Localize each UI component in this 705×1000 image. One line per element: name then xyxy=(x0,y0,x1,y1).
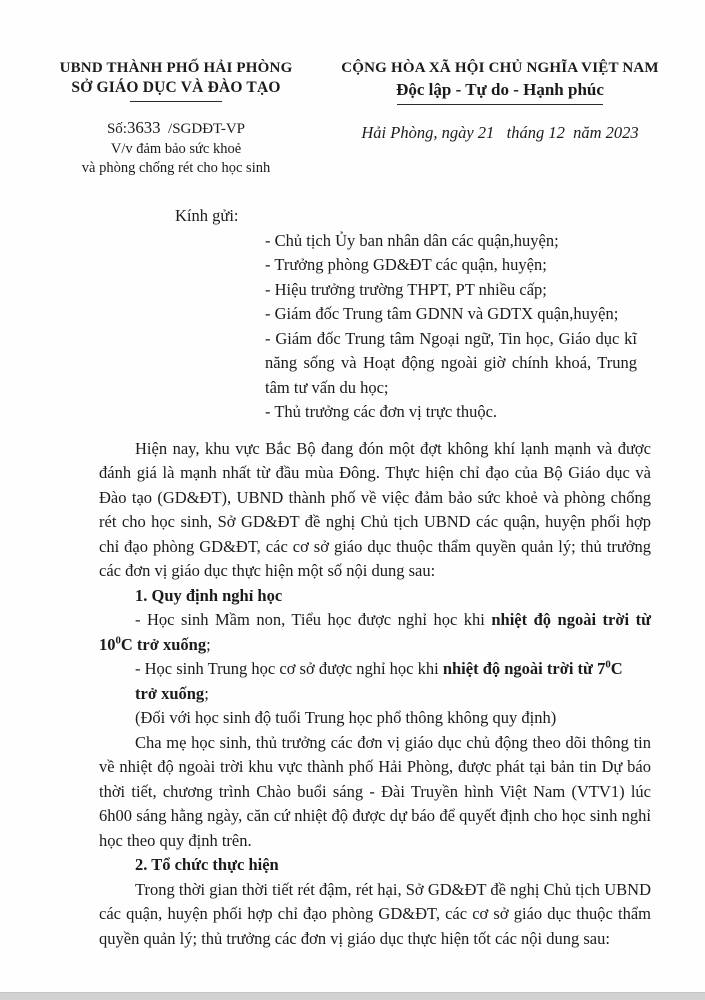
text-segment: ; xyxy=(204,683,209,703)
text-segment: 2. Tổ chức thực hiện xyxy=(135,855,279,874)
document-subject-line1: V/v đảm bảo sức khoẻ xyxy=(110,141,242,157)
scan-edge-bar xyxy=(0,992,705,1000)
text-segment: - Học sinh Mầm non, Tiểu học được nghỉ học khi xyxy=(135,610,492,629)
recipient-line: - Chủ tịch Ủy ban nhân dân các quận,huyện; xyxy=(265,230,559,250)
text-segment: Hải Phòng, ngày 21 tháng 12 năm 2023 xyxy=(361,123,639,142)
salutation: Kính gửi: xyxy=(175,206,239,225)
header-national-motto xyxy=(332,60,668,143)
recipient-line: - Giám đốc Trung tâm Ngoại ngữ, Tin học, Giáo dục kĩ năng sống và Hoạt động ngoài giờ chính khoá, Trung tâm tư vấn du học; xyxy=(265,328,637,397)
body-paragraph xyxy=(99,437,651,584)
header-right-rule xyxy=(397,104,603,105)
text-segment: /SGDĐT-VP xyxy=(160,121,246,137)
place-and-date xyxy=(332,123,668,143)
section-heading xyxy=(99,584,651,609)
body-paragraphs xyxy=(99,437,651,952)
text-segment: nhiệt độ ngoài trời từ 10 xyxy=(99,610,651,654)
body-paragraph xyxy=(99,657,651,682)
header-issuing-authority xyxy=(42,60,310,178)
document-number xyxy=(42,118,310,138)
text-segment: 0 xyxy=(605,658,611,671)
document-subject-line2: và phòng chống rét cho học sinh xyxy=(81,160,271,176)
section-heading xyxy=(99,853,651,878)
text-segment: 3633 xyxy=(126,118,161,137)
text-segment: Cha mẹ học sinh, thủ trưởng các đơn vị giáo dục chủ động theo dõi thông tin về nhiệt độ ngoài trời khu vực thành phố Hải Phòng, được phát tại bản tin Dự báo thời tiết, chương trình Chào buổi sáng - Đài Truyền hình Việt Nam (VTV1) lúc 6h00 sáng hằng ngày, căn cứ nhiệt độ được dự báo để quyết định cho học sinh nghỉ học theo quy định trên. xyxy=(99,732,651,850)
text-segment: Trong thời gian thời tiết rét đậm, rét hại, Sở GD&ĐT đề nghị Chủ tịch UBND các quận, huyện phối hợp chỉ đạo phòng GD&ĐT, các cơ sở giáo dục thuộc thẩm quyền quản lý; thủ trưởng các đơn vị giáo dục thực hiện tốt các nội dung sau: xyxy=(99,879,651,948)
recipients-list xyxy=(265,229,637,425)
text-segment: trở xuống xyxy=(135,683,205,703)
body-paragraph xyxy=(99,682,651,707)
text-segment: C xyxy=(610,659,623,678)
body-paragraph xyxy=(99,731,651,854)
body-paragraph xyxy=(99,706,651,731)
text-segment: (Đối với học sinh độ tuổi Trung học phổ thông không quy định) xyxy=(135,708,557,727)
text-segment: 0 xyxy=(115,634,121,646)
text-segment: C trở xuống xyxy=(120,634,207,654)
issuing-authority-name: SỞ GIÁO DỤC VÀ ĐÀO TẠO xyxy=(71,79,281,96)
text-segment: nhiệt độ ngoài trời từ 7 xyxy=(442,659,606,678)
text-segment: 1. Quy định nghỉ học xyxy=(135,585,283,605)
recipient-line: - Giám đốc Trung tâm GDNN và GDTX quận,huyện; xyxy=(265,304,619,323)
recipient-line: - Trưởng phòng GD&ĐT các quận, huyện; xyxy=(265,255,547,274)
text-segment: Hiện nay, khu vực Bắc Bộ đang đón một đợt không khí lạnh mạnh và được đánh giá là mạnh nhất từ đầu mùa Đông. Thực hiện chỉ đạo của Bộ Giáo dục và Đào tạo (GD&ĐT), UBND thành phố về việc đảm bảo sức khoẻ và phòng chống rét cho học sinh, Sở GD&ĐT đề nghị Chủ tịch UBND các quận, huyện phối hợp chỉ đạo phòng GD&ĐT, các cơ sở giáo dục thuộc thẩm quyền quản lý; thủ trưởng các đơn vị giáo dục thực hiện một số nội dung sau: xyxy=(99,438,651,580)
text-segment: ; xyxy=(206,634,211,654)
national-title: CỘNG HÒA XÃ HỘI CHỦ NGHĨA VIỆT NAM xyxy=(341,60,659,76)
body-paragraph xyxy=(99,608,651,657)
body-paragraph xyxy=(99,878,651,952)
national-motto: Độc lập - Tự do - Hạnh phúc xyxy=(396,80,604,99)
header-left-rule xyxy=(130,101,222,102)
recipient-line: - Hiệu trưởng trường THPT, PT nhiều cấp; xyxy=(265,279,547,299)
document-content xyxy=(99,204,651,951)
document-subject xyxy=(42,140,310,178)
recipient-line: - Thủ trưởng các đơn vị trực thuộc. xyxy=(265,402,498,421)
text-segment: - Học sinh Trung học cơ sở được nghỉ học khi xyxy=(135,659,443,678)
issuing-authority-parent: UBND THÀNH PHỐ HẢI PHÒNG xyxy=(59,60,293,76)
text-segment: Số: xyxy=(106,121,127,137)
